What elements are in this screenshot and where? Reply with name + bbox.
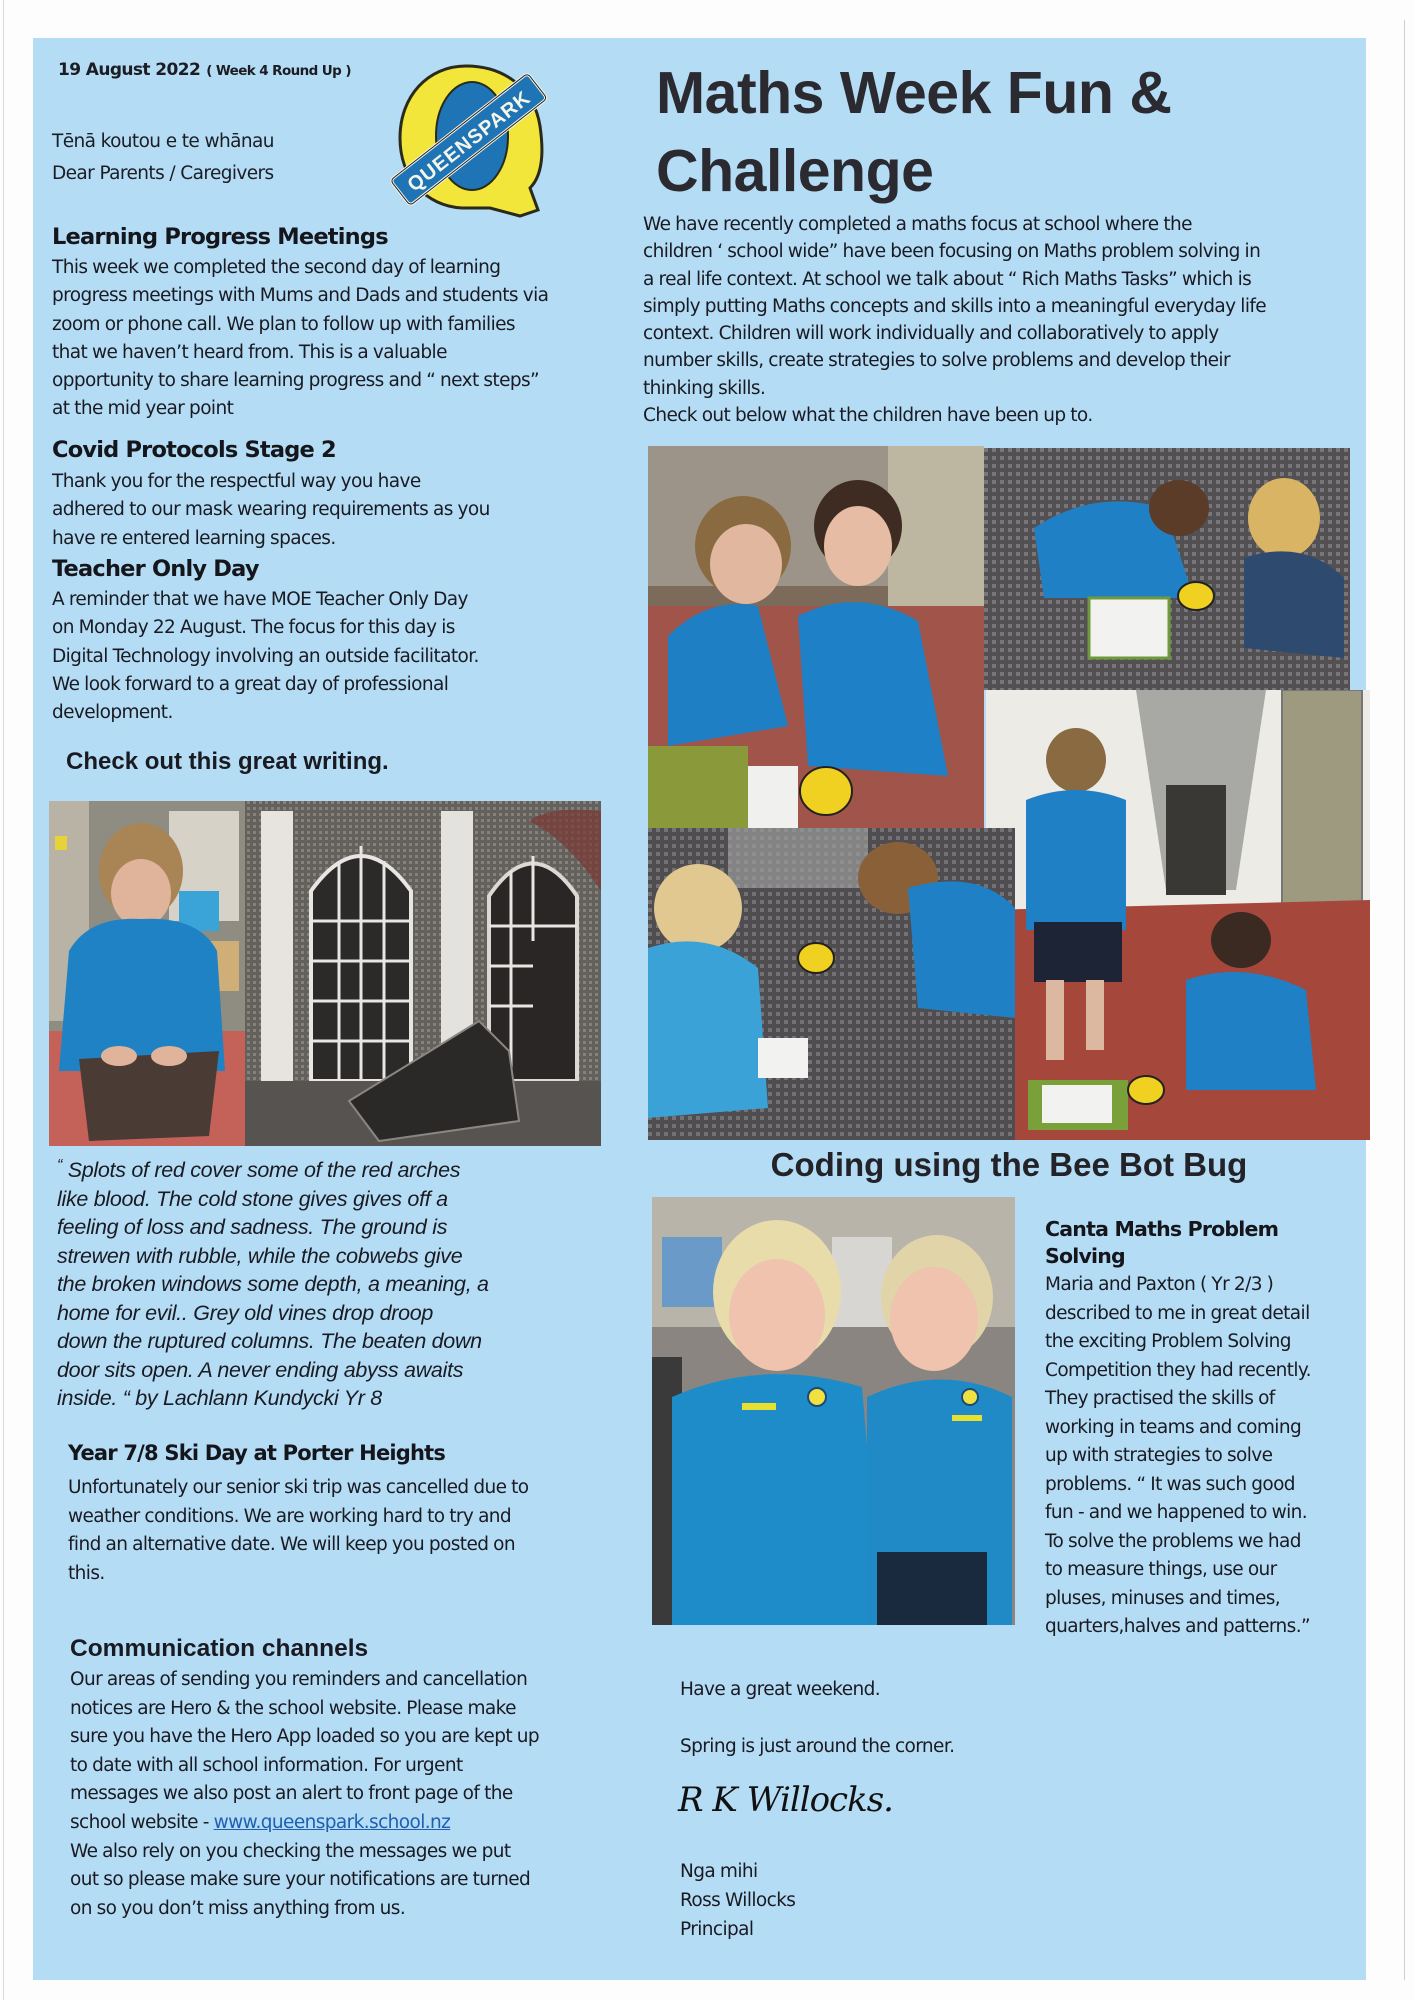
text-line: sure you have the Hero App loaded so you are kept up (70, 1726, 540, 1748)
text-line: messages we also post an alert to front page of the (70, 1783, 513, 1805)
quote-line: home for evil.. Grey old vines drop droop (57, 1300, 434, 1325)
queenspark-logo (388, 60, 548, 218)
text-line: zoom or phone call. We plan to follow up with families (52, 313, 515, 335)
text-line: find an alternative date. We will keep you posted on (68, 1534, 515, 1555)
text-line: development. (52, 702, 173, 724)
closing-text: Nga mihi (680, 1861, 758, 1882)
text-line: thinking skills. (643, 377, 766, 399)
quote-line: feeling of loss and sadness. The ground is (57, 1215, 448, 1239)
text-line: Competition they had recently. (1045, 1359, 1311, 1381)
text-line: to date with all school information. For urgent (70, 1754, 463, 1776)
bee-bot-photo (648, 446, 984, 828)
covid-heading: Covid Protocols Stage 2 (52, 437, 336, 463)
quote-mark: “ (57, 1157, 63, 1174)
text-line: Maria and Paxton ( Yr 2/3 ) (1045, 1274, 1274, 1295)
website-prefix: school website - (70, 1811, 214, 1833)
writing-photo-image (49, 801, 601, 1146)
website-line (70, 1809, 539, 1838)
text-line: weather conditions. We are working hard to try and (68, 1505, 512, 1527)
signoff-weekend: Have a great weekend. (680, 1679, 881, 1700)
text-line: Digital Technology involving an outside facilitator. (52, 645, 479, 667)
svg-text:QUEENSPARK: QUEENSPARK (403, 86, 535, 197)
canta-body (1045, 1271, 1311, 1642)
collage-photo-2 (984, 448, 1350, 690)
text-line: problems. “ It was such good (1045, 1473, 1295, 1495)
text-line: Unfortunately our senior ski trip was cancelled due to (68, 1477, 529, 1498)
greeting-english: Dear Parents / Caregivers (52, 163, 274, 184)
greeting (52, 126, 274, 190)
text-line: They practised the skills of (1045, 1388, 1275, 1409)
text-line: adhered to our mask wearing requirements as you (52, 499, 490, 521)
text-line: have re entered learning spaces. (52, 527, 336, 549)
bee-bot-photo (648, 828, 1015, 1140)
text-line: up with strategies to solve (1045, 1445, 1273, 1466)
text-line: fun - and we happened to win. (1045, 1502, 1308, 1523)
text-line: a real life context. At school we talk about “ Rich Maths Tasks” which is (643, 268, 1252, 290)
text-line: simply putting Maths concepts and skills into a meaningful everyday life (643, 295, 1267, 317)
communication-heading: Communication channels (70, 1635, 369, 1662)
text-line: Thank you for the respectful way you have (52, 471, 421, 492)
page-edge (1404, 20, 1405, 1980)
ski-day-heading: Year 7/8 Ski Day at Porter Heights (68, 1441, 446, 1465)
signoff-spring: Spring is just around the corner. (680, 1736, 955, 1757)
student-writing-quote (57, 1156, 617, 1413)
teacher-only-day-heading: Teacher Only Day (52, 556, 259, 582)
page-edge (3, 0, 4, 2000)
text-line: Check out below what the children have been up to. (643, 405, 1093, 427)
quote-line: Splots of red cover some of the red arches (67, 1158, 461, 1182)
maria-paxton-photo (652, 1197, 1015, 1625)
text-line: working in teams and coming (1045, 1416, 1302, 1438)
quote-line: like blood. The cold stone gives gives off a (57, 1186, 448, 1211)
text-line: This week we completed the second day of learning (52, 257, 501, 278)
text-line: Our areas of sending you reminders and cancellation (70, 1669, 528, 1690)
principal-name: Ross Willocks (680, 1890, 796, 1911)
ski-day-body (68, 1474, 529, 1588)
maths-intro (643, 211, 1266, 429)
collage-photo-3 (986, 690, 1370, 1140)
quote-line: the broken windows some depth, a meaning, a (57, 1272, 489, 1296)
text-line: number skills, create strategies to solve problems and develop their (643, 350, 1230, 372)
date-text: 19 August 2022 (58, 60, 201, 80)
text-line: notices are Hero & the school website. Please make (70, 1697, 516, 1719)
collage-photo-4 (648, 828, 1015, 1140)
text-line: To solve the problems we had (1045, 1530, 1301, 1552)
signoff-closing (680, 1857, 795, 1944)
principal-role: Principal (680, 1919, 754, 1940)
text-line: We look forward to a great day of professional (52, 673, 449, 695)
collage-photo-1 (648, 446, 984, 828)
heading-line: Canta Maths Problem (1045, 1217, 1279, 1241)
text-line: quarters,halves and patterns.” (1045, 1616, 1310, 1637)
writing-heading: Check out this great writing. (66, 748, 389, 775)
school-website-link[interactable]: www.queenspark.school.nz (213, 1811, 451, 1833)
text-line: A reminder that we have MOE Teacher Only Day (52, 589, 468, 610)
text-line: We also rely on you checking the messages we put (70, 1840, 511, 1862)
title-line: Challenge (656, 138, 934, 204)
text-line: on so you don’t miss anything from us. (70, 1897, 406, 1919)
queenspark-q-icon (388, 60, 548, 218)
newsletter-date (58, 60, 351, 80)
text-line: this. (68, 1562, 105, 1584)
text-line: context. Children will work individually and collaboratively to apply (643, 323, 1219, 345)
principal-signature: R K Willocks. (678, 1780, 893, 1820)
communication-body (70, 1666, 539, 1923)
quote-line: strewen with rubble, while the cobwebs give (57, 1243, 463, 1268)
text-line: out so please make sure your notifications are turned (70, 1869, 531, 1891)
text-line: pluses, minuses and times, (1045, 1587, 1281, 1609)
week-label: ( Week 4 Round Up ) (206, 63, 351, 79)
greeting-maori: Tēnā koutou e te whānau (52, 131, 274, 152)
learning-progress-body (52, 254, 548, 424)
title-line: Maths Week Fun & (656, 60, 1172, 126)
text-line: described to me in great detail (1045, 1302, 1310, 1324)
writing-photo (49, 801, 601, 1146)
coding-heading: Coding using the Bee Bot Bug (770, 1146, 1248, 1183)
text-line: the exciting Problem Solving (1045, 1331, 1291, 1352)
covid-body (52, 468, 490, 553)
bee-bot-photo (984, 448, 1350, 690)
text-line: to measure things, use our (1045, 1559, 1277, 1580)
teacher-only-day-body (52, 586, 479, 727)
quote-line: door sits open. A never ending abyss awaits (57, 1357, 464, 1382)
text-line: on Monday 22 August. The focus for this day is (52, 617, 455, 639)
text-line: opportunity to share learning progress and “ next steps” (52, 370, 540, 392)
students-photo (652, 1197, 1015, 1625)
maths-week-title (656, 54, 1171, 210)
text-line: that we haven’t heard from. This is a valuable (52, 341, 447, 363)
learning-progress-heading: Learning Progress Meetings (52, 224, 388, 250)
text-line: at the mid year point (52, 398, 234, 420)
canta-heading (1045, 1216, 1278, 1270)
text-line: progress meetings with Mums and Dads and students via (52, 285, 549, 307)
bee-bot-photo (986, 690, 1370, 1140)
quote-attribution: inside. “ by Lachlann Kundycki Yr 8 (57, 1386, 382, 1410)
text-line: We have recently completed a maths focus at school where the (643, 214, 1192, 235)
heading-line: Solving (1045, 1244, 1125, 1268)
quote-line: down the ruptured columns. The beaten down (57, 1329, 482, 1353)
text-line: children ‘ school wide” have been focusing on Maths problem solving in (643, 241, 1261, 263)
